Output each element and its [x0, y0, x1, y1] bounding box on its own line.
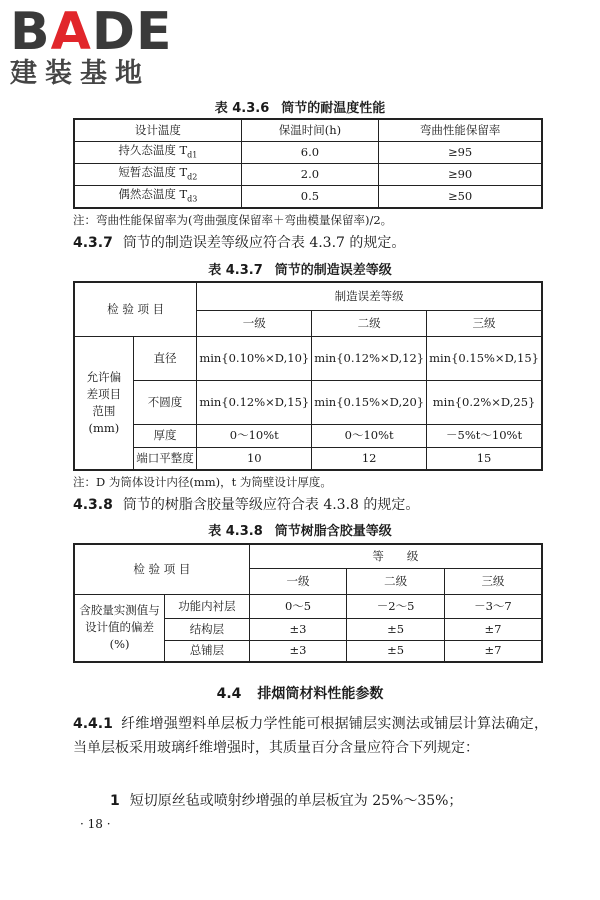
header-inspection-item: 检 验 项 目: [74, 544, 249, 594]
logo-wordmark: BADE: [10, 2, 173, 62]
group-label: 允许偏差项目范围(mm): [74, 336, 133, 470]
table-4-3-8: 检 验 项 目 等 级 一级 二级 三级 含胶量实测值与设计值的偏差(%) 功能内衬层 0～5 －2～5 －3～7 结构层 ±3 ±5 ±7 总铺层 ±3 ±5 ±7: [73, 543, 543, 663]
table-row: 端口平整度 10 12 15: [74, 447, 542, 470]
table-row: 短暂态温度 $T_{d2}$ 2.0 ≥90: [74, 163, 542, 185]
bade-logo: [10, 2, 180, 90]
table-4-3-7: 检 验 项 目 制造误差等级 一级 二级 三级 允许偏差项目范围(mm) 直径 min{0.10%×D,10} min{0.12%×D,12} min{0.15%×D,15} 不圆度 min{0.12%×D,15} min{0.15%×D,20} min{0.2%×D,25} 厚度 0～10%t 0～10%t －5%t～10%t 端口平整度 10 12 15: [73, 281, 543, 471]
table-row: 厚度 0～10%t 0～10%t －5%t～10%t: [74, 424, 542, 447]
table-4-3-6-caption: 表 4.3.6 筒节的耐温度性能: [214, 101, 386, 116]
table-row: 偶然态温度 $T_{d3}$ 0.5 ≥50: [74, 186, 542, 209]
table-4-3-7-note: 注：D 为筒体设计内径(mm)，t 为筒壁设计厚度。: [73, 475, 332, 489]
table-row: 总铺层 ±3 ±5 ±7: [74, 640, 542, 662]
table-row: 结构层 ±3 ±5 ±7: [74, 618, 542, 640]
header-error-grade: 制造误差等级: [197, 282, 542, 310]
table-row: 含胶量实测值与设计值的偏差(%) 功能内衬层 0～5 －2～5 －3～7: [74, 594, 542, 618]
clause-4-3-8: 4.3.8 筒节的树脂含胶量等级应符合表 4.3.8 的规定。: [73, 497, 420, 513]
header-design-temp: 设计温度: [74, 119, 241, 141]
header-retention: 弯曲性能保留率: [379, 119, 542, 141]
table-4-3-8-caption: 表 4.3.8 筒节树脂含胶量等级: [208, 524, 392, 539]
header-grade: 等 级: [249, 544, 542, 568]
table-4-3-6: [73, 118, 543, 209]
table-4-3-6-note: 注：弯曲性能保留率为(弯曲强度保留率＋弯曲模量保留率)/2。: [73, 213, 393, 227]
table-4-3-7-caption: 表 4.3.7 筒节的制造误差等级: [208, 263, 392, 278]
list-item: 1 短切原丝毡或喷射纱增强的单层板宜为 25%～35%；: [110, 793, 463, 809]
page-number: · 18 ·: [80, 817, 111, 831]
group-label: 含胶量实测值与设计值的偏差(%): [74, 594, 165, 662]
logo-subtitle: 建装基地: [10, 58, 150, 89]
clause-4-4-1: 4.4.1 纤维增强塑料单层板力学性能可根据铺层实测法或铺层计算法确定，当单层板采用玻璃纤维增强时，其质量百分含量应符合下列规定：: [73, 716, 548, 756]
clause-4-3-7: 4.3.7 筒节的制造误差等级应符合表 4.3.7 的规定。: [73, 235, 406, 251]
table-row: 允许偏差项目范围(mm) 直径 min{0.10%×D,10} min{0.12%×D,12} min{0.15%×D,15}: [74, 336, 542, 380]
header-hold-time: 保温时间(h): [241, 119, 378, 141]
section-4-4-title: 4.4 排烟筒材料性能参数: [216, 686, 384, 702]
header-inspection-item: 检 验 项 目: [74, 282, 197, 336]
table-row: 持久态温度 $T_{d1}$ 6.0 ≥95: [74, 141, 542, 163]
table-row: 不圆度 min{0.12%×D,15} min{0.15%×D,20} min{0.2%×D,25}: [74, 380, 542, 424]
